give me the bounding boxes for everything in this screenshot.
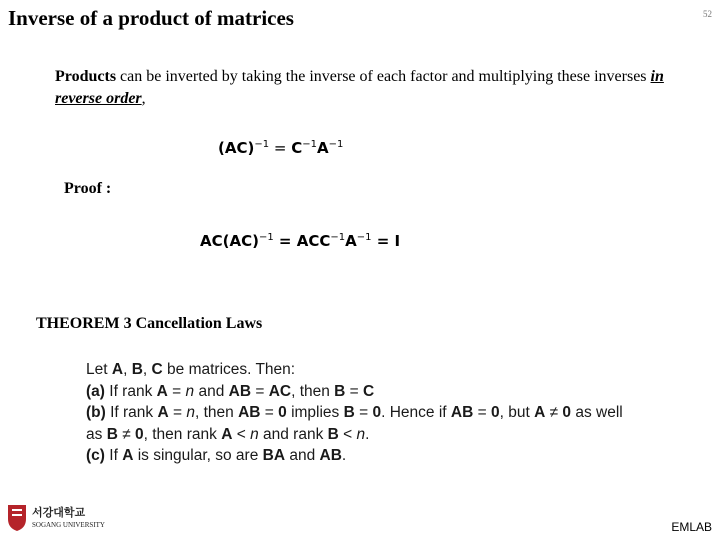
t-text: Let [86,361,112,378]
t-label: (c) [86,447,105,464]
t-matrix: A [122,447,134,464]
t-matrix: A [157,404,169,421]
t-text: , but [499,404,535,421]
shield-icon [8,505,26,531]
t-text: = [260,404,279,421]
t-var: n [186,404,195,421]
t-var: n [250,425,259,443]
t-matrix: BA [262,447,286,464]
t-matrix: AB [238,404,261,421]
t-text: , [142,361,152,378]
t-label: (a) [86,382,105,400]
t-matrix: 0 [135,425,144,443]
t-matrix: A [221,425,233,443]
t-text: and [285,447,320,464]
t-text: = [354,404,373,421]
t-matrix: 0 [372,404,382,421]
shield-stripe [12,509,22,511]
t-text: If rank [104,382,157,400]
t-text: = [167,382,186,400]
intro-emphasis: in reverse order [55,68,664,107]
eq2-m1: ACC [296,232,331,250]
t-text: is singular, so are [133,447,263,464]
logo-korean: 서강대학교 [32,506,86,519]
intro-lead: Products [55,68,117,85]
proof-label: Proof : [64,180,112,197]
t-matrix: B [106,425,118,443]
eq2-rhs: I [394,232,401,250]
t-text: = [168,404,187,421]
eq1-equals: = [269,139,292,157]
university-logo [6,502,108,532]
t-text: implies [286,404,344,421]
intro-tail: , [141,90,146,107]
t-matrix: B [327,425,339,443]
t-text: . [341,447,347,464]
t-matrix: A [534,404,546,421]
eq1-lhs: (AC) [218,139,255,157]
t-matrix: B [334,382,346,400]
t-matrix: C [151,361,163,378]
t-matrix: B [343,404,355,421]
eq1-exp3: −1 [328,139,344,150]
t-text: as [86,425,107,443]
t-matrix: AC [268,382,292,400]
proof-equation [200,232,400,250]
t-text: , then [291,382,335,400]
t-text: = [345,382,364,400]
t-text: < [338,425,357,443]
eq1-exp2: −1 [302,139,317,150]
t-text: = [473,404,491,421]
t-text: . Hence if [381,404,451,421]
page-number: 52 [703,9,712,19]
t-text: If rank [105,404,158,421]
t-label: (b) [86,404,106,421]
t-text: as well [571,404,623,421]
theorem-line-b [86,402,706,424]
eq2-exp1: −1 [258,232,274,243]
intro-text: can be inverted by taking the inverse of each factor and multiplying these inverses [116,68,651,85]
t-text: , then [194,404,239,421]
slide-title: Inverse of a product of matrices [8,6,294,30]
eq1-exp1: −1 [254,139,270,150]
eq2-equals: = [273,232,297,250]
t-matrix: AB [228,382,252,400]
inverse-product-equation [218,139,343,157]
theorem-line-c [86,445,706,467]
theorem-title: THEOREM 3 Cancellation Laws [36,315,263,332]
eq2-equals-2: = [371,232,395,250]
eq2-exp3: −1 [356,232,372,243]
t-text: < [232,425,251,443]
t-text: , then rank [143,425,222,443]
eq2-m2: A [345,232,357,250]
eq1-r2: A [316,139,329,157]
sogang-logo-icon [6,502,108,532]
t-text: ≠ [545,404,563,421]
logo-english: SOGANG UNIVERSITY [32,521,105,529]
intro-paragraph [55,66,695,110]
t-var: n [356,425,366,443]
t-text: ≠ [117,425,136,443]
t-text: , [123,361,132,378]
theorem-line-intro [86,359,706,381]
t-matrix: A [156,382,168,400]
t-matrix: AB [319,447,342,464]
t-matrix: 0 [278,404,287,421]
t-text: . [365,425,370,443]
t-matrix: B [131,361,143,378]
theorem-body [86,359,706,467]
eq2-exp2: −1 [330,232,346,243]
t-text: be matrices. Then: [162,361,296,378]
footer-label: EMLAB [671,520,712,534]
t-matrix: 0 [562,404,572,421]
t-text: If [104,447,123,464]
eq1-r1: C [291,139,303,157]
t-matrix: AB [450,404,474,421]
t-matrix: C [363,382,375,400]
shield-stripe [12,514,22,516]
theorem-line-b-cont [86,424,706,446]
t-matrix: A [111,361,124,378]
t-matrix: 0 [490,404,500,421]
t-var: n [185,382,195,400]
theorem-line-a [86,381,706,403]
t-text: = [251,382,269,400]
eq2-lhs: AC(AC) [200,232,259,250]
t-text: and rank [258,425,328,443]
t-text: and [194,382,229,400]
